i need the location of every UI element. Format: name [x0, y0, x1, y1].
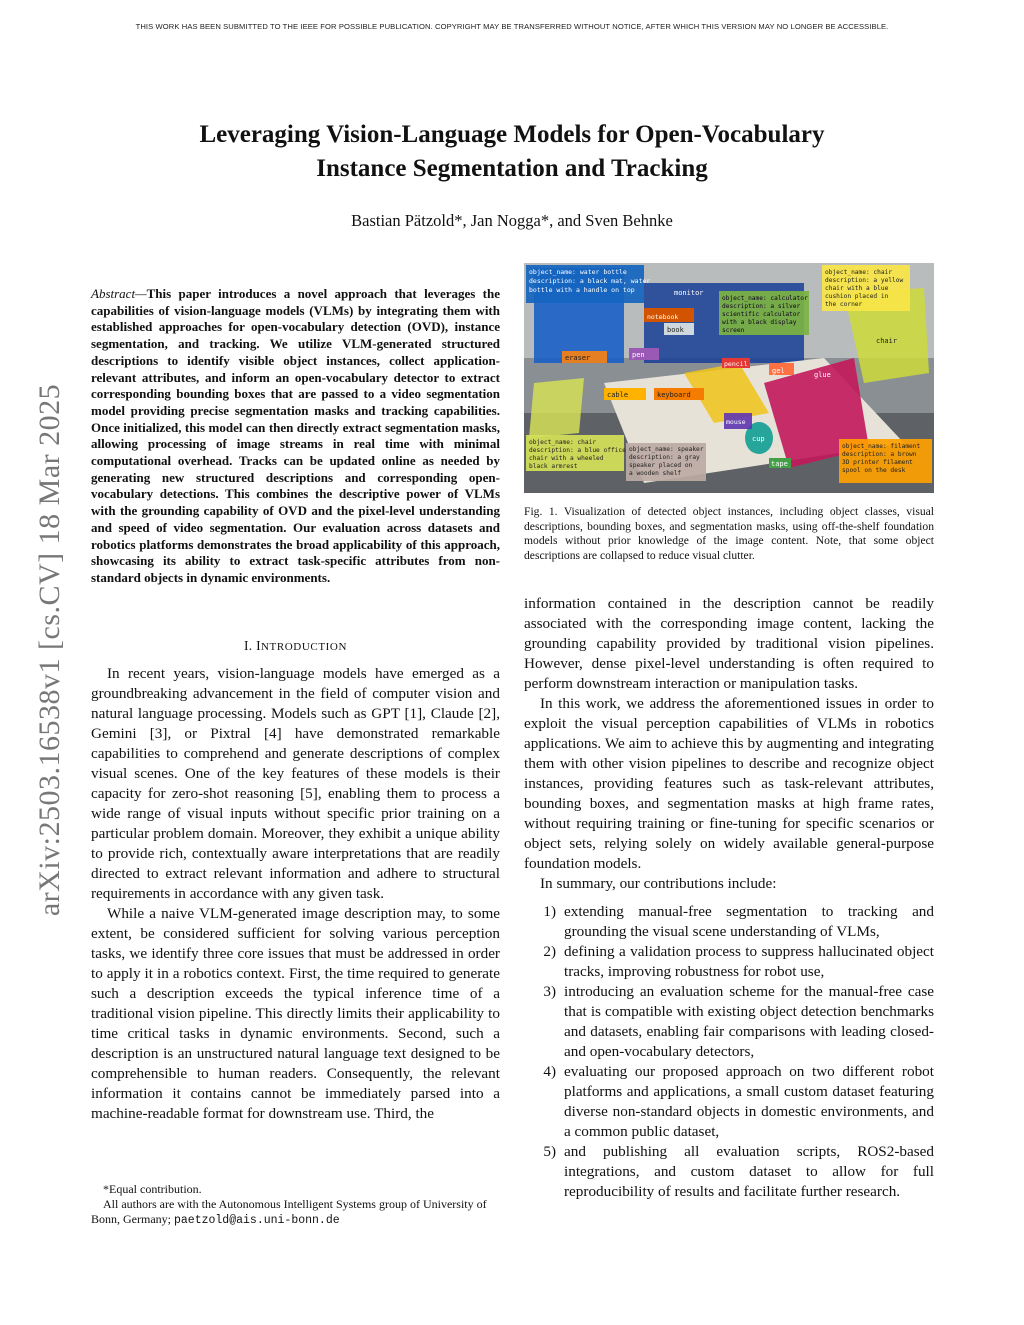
contribution-text: evaluating our proposed approach on two different robot platforms and applications, a small custom dataset featuring diverse non-standard objects in domestic environments, and a common public dataset,	[564, 1063, 934, 1140]
title-line-1: Leveraging Vision-Language Models for Open-Vocabulary	[199, 121, 825, 148]
footnote	[91, 1182, 500, 1228]
section-title-rest: NTRODUCTION	[260, 641, 347, 653]
annotation-line: description: a brown	[842, 451, 917, 458]
annotation-calculator	[719, 291, 809, 335]
intro-paragraph-2: While a naive VLM-generated image description may, to some extent, be considered sufficient for solving various perception tasks, we identify three core issues that must be addressed in order to apply it in a robotics context. First, the time required to generate such a description exceeds the typical inference time of a traditional vision pipeline. This directly limits their applicability to time critical tasks in dynamic environments. Second, such a description is an unstructured natural language text designed to be comprehensible to human readers. Consequently, the relevant information it contains cannot be immediately parsed into a machine-readable format for downstream use. Third, the	[91, 905, 500, 1122]
author-list: Bastian Pätzold*, Jan Nogga*, and Sven Behnke	[351, 211, 673, 230]
title-line-2: Instance Segmentation and Tracking	[316, 155, 708, 182]
abstract-text: This paper introduces a novel approach that leverages the capabilities of vision-language models (VLMs) by integrating them with established approaches for open-vocabulary detection (OVD), instance segmentation, and tracking. We utilize VLM-generated structured descriptions to identify visible object instances, collect application-relevant attributes, and inform an open-vocabulary detector to extract corresponding bounding boxes that are passed to a video segmentation model providing precise segmentation masks and tracking capabilities. Once initialized, this model can then directly extract segmentation masks, allowing processing of image streams in real time with minimal computational overhead. Tracks can be updated online as needed by generating new structured descriptions and corresponding open-vocabulary detections. This combines the descriptive power of VLMs with the grounding capability of OVD and the pixel-level understanding and speed of video segmentation. Our evaluation across datasets and robotics platforms demonstrates the broad applicability of this approach, showcasing its ability to extract task-specific attributes from non-standard objects in dynamic environments.	[91, 286, 500, 585]
contribution-text: defining a validation process to suppress hallucinated object tracks, improving robustness for robot use,	[564, 943, 934, 980]
annotation-speaker	[626, 443, 706, 481]
contribution-item	[524, 902, 934, 942]
tag-eraser: eraser	[565, 354, 591, 362]
contribution-number: 1)	[543, 903, 556, 920]
annotation-line: cushion placed in	[825, 293, 889, 300]
footnote-equal-contribution: *Equal contribution.	[103, 1182, 202, 1196]
header-notice: THIS WORK HAS BEEN SUBMITTED TO THE IEEE FOR POSSIBLE PUBLICATION. COPYRIGHT MAY BE TRANSFERRED WITHOUT NOTICE, AFTER WHICH THIS VERSION MAY NO LONGER BE ACCESSIBLE.	[135, 22, 889, 31]
annotation-line: chair with a wheeled	[529, 455, 604, 462]
annotation-line: bottle with a handle on top	[529, 286, 635, 294]
tag-pen: pen	[632, 351, 645, 359]
arxiv-sidebar-stamp	[30, 350, 70, 950]
chair-left-mask	[529, 378, 584, 438]
right-paragraph-2: In this work, we address the aforementioned issues in order to exploit the visual perception capabilities of VLMs in robotics applications. We aim to achieve this by augmenting and integrating them with other vision pipelines to describe and recognize object instances, providing features such as task-relevant attributes, bounding boxes, and segmentation masks at high frame rates, without requiring training or fine-tuning for specific scenarios or object sets, relying solely on widely available general-purpose foundation models.	[524, 695, 934, 872]
tag-keyboard: keyboard	[657, 391, 691, 399]
annotation-line: object_name: chair	[825, 269, 893, 276]
section-heading-introduction	[91, 638, 500, 654]
section-number: I.	[243, 638, 253, 653]
annotation-line: a wooden shelf	[629, 470, 682, 477]
paper-title	[112, 118, 912, 186]
annotation-line: object_name: chair	[529, 439, 597, 446]
contribution-item	[524, 1062, 934, 1142]
figure-1-caption: Fig. 1. Visualization of detected object instances, including object classes, visual descriptions, bounding boxes, and segmentation masks, using off-the-shelf foundation models without prior knowledge of the image content. Note, that some object descriptions are collapsed to reduce visual clutter.	[524, 505, 934, 562]
annotation-line: 3D printer filament	[842, 459, 913, 466]
annotation-line: black armrest	[529, 463, 578, 470]
arxiv-id: arXiv:2503.16538v1 [cs.CV] 18 Mar 2025	[33, 383, 66, 917]
footnote-email[interactable]: paetzold@ais.uni-bonn.de	[174, 1214, 340, 1227]
tag-glue: glue	[814, 371, 831, 379]
contributions-list	[524, 902, 934, 1202]
annotation-chair-top	[822, 265, 910, 311]
figure-1-scene	[524, 263, 934, 493]
abstract	[91, 286, 500, 587]
abstract-lead: Abstract—	[91, 286, 147, 301]
contribution-item	[524, 942, 934, 982]
annotation-chair-bottom	[526, 435, 626, 471]
tag-cup: cup	[752, 435, 765, 443]
tag-pencil: pencil	[724, 360, 748, 368]
contribution-number: 2)	[543, 943, 556, 960]
right-paragraph-3: In summary, our contributions include:	[540, 875, 777, 892]
contribution-text: introducing an evaluation scheme for the manual-free case that is compatible with existing object detection benchmarks and datasets, enabling fair comparisons with leading closed- and open-vocabulary detectors,	[564, 983, 934, 1060]
contribution-item	[524, 1142, 934, 1202]
tag-monitor: monitor	[674, 289, 704, 297]
tag-tape: tape	[771, 460, 788, 468]
annotation-line: scientific calculator	[722, 311, 801, 318]
tag-gel: gel	[772, 367, 785, 375]
annotation-line: chair with a blue	[825, 285, 889, 292]
annotation-line: object_name: speaker	[629, 446, 704, 453]
annotation-line: spool on the desk	[842, 467, 906, 474]
annotation-line: description: a black mat, water	[529, 277, 651, 285]
annotation-line: description: a silver	[722, 303, 801, 310]
annotation-line: description: a gray	[629, 454, 700, 461]
contribution-text: extending manual-free segmentation to tracking and grounding the visual scene understanding of VLMs,	[564, 903, 934, 940]
footnote-affiliation	[91, 1197, 500, 1228]
right-paragraph-1: information contained in the description cannot be readily associated with the corresponding image content, lacking the grounding capability provided by traditional vision pipelines. However, dense pixel-level understanding is often required to perform downstream interaction or manipulation tasks.	[524, 595, 934, 692]
section-title-initial: I	[256, 638, 261, 653]
annotation-line: speaker placed on	[629, 462, 693, 469]
annotation-filament	[839, 439, 932, 483]
annotation-line: screen	[722, 327, 745, 334]
annotation-line: the corner	[825, 301, 863, 308]
annotation-line: object_name: calculator	[722, 295, 808, 302]
contribution-number: 3)	[543, 983, 556, 1000]
tag-notebook: notebook	[647, 313, 679, 321]
intro-paragraph-1: In recent years, vision-language models have emerged as a groundbreaking advancement in the field of computer vision and natural language processing. Models such as GPT [1], Claude [2], Gemini [3], or Pixtral [4] have demonstrated remarkable capabilities to comprehend and generate descriptions of complex visual scenes. One of the key features of these models is their capacity for zero-shot reasoning [5], enabling them to process a wide range of visual inputs without specific prior training on a particular problem domain. Moreover, they exhibit a unique ability to provide rich, contextually aware interpretations that are readily directed to extract relevant information and adhere to structural requirements in accordance with any given task.	[91, 665, 500, 902]
left-column-body	[91, 664, 500, 1124]
contribution-text: and publishing all evaluation scripts, ROS2-based integrations, and custom dataset to allow for full reproducibility of results and facilitate further research.	[564, 1143, 934, 1200]
annotation-line: object_name: water bottle	[529, 268, 627, 276]
tag-mouse: mouse	[726, 418, 746, 426]
contribution-item	[524, 982, 934, 1062]
contribution-number: 5)	[543, 1143, 556, 1160]
footnote-affiliation-text: All authors are with the Autonomous Intelligent Systems group of University of Bonn, Germany;	[91, 1197, 487, 1226]
figure-1-image	[524, 263, 934, 493]
right-column-body	[524, 594, 934, 1202]
annotation-line: description: a blue office	[529, 447, 626, 454]
tag-chair: chair	[876, 337, 898, 345]
annotation-line: description: a yellow	[825, 277, 904, 284]
contribution-number: 4)	[543, 1063, 556, 1080]
annotation-water-bottle	[526, 265, 650, 303]
annotation-line: with a black display	[722, 319, 797, 326]
tag-book: book	[667, 326, 684, 334]
annotation-line: object_name: filament	[842, 443, 921, 450]
tag-cable: cable	[607, 391, 629, 399]
